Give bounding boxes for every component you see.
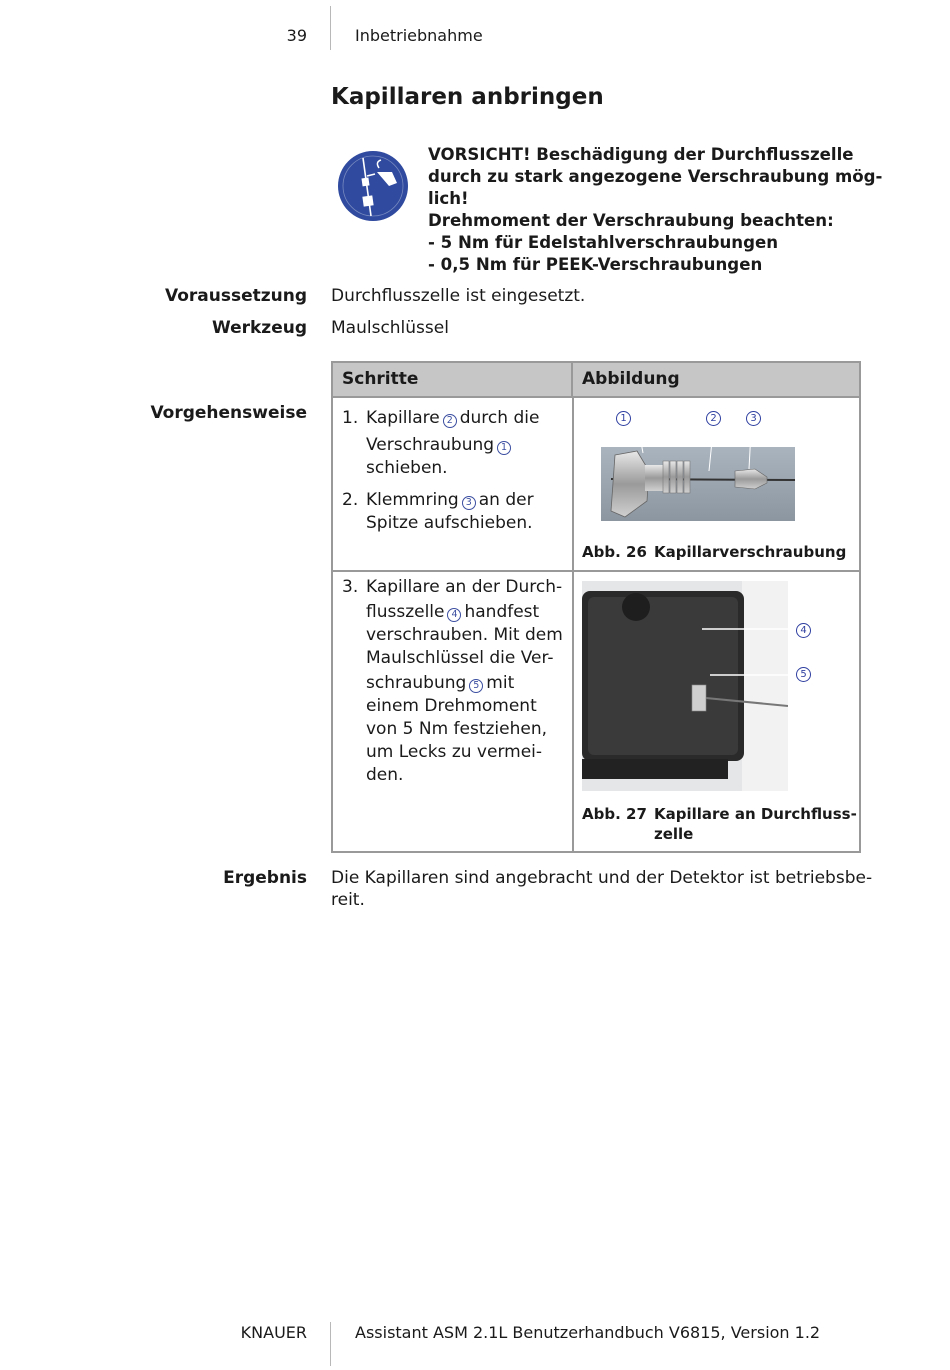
step-text bbox=[366, 407, 539, 480]
footer-divider bbox=[330, 1322, 331, 1366]
step-text-part: Verschraubung bbox=[366, 435, 495, 455]
section-title: Inbetriebnahme bbox=[355, 26, 483, 45]
column-divider bbox=[572, 398, 574, 853]
figure-caption: Kapillare an Durchfluss- bbox=[654, 805, 857, 823]
step-text-part: um Lecks zu vermei- bbox=[366, 742, 543, 762]
callout-1: 1 bbox=[616, 411, 631, 426]
step-text-part: von 5 Nm festziehen, bbox=[366, 719, 548, 739]
callout-4: 4 bbox=[796, 623, 811, 638]
step-text-part: verschrauben. Mit dem bbox=[366, 625, 563, 645]
step-text-part: einem Drehmoment bbox=[366, 696, 537, 716]
warning-line: durch zu stark angezogene Verschraubung mög- bbox=[428, 167, 883, 186]
callout-2: 2 bbox=[706, 411, 721, 426]
warning-text bbox=[428, 144, 883, 276]
ref-number: 3 bbox=[462, 496, 476, 510]
step-number: 1. bbox=[342, 408, 359, 428]
step-text-part: handfest bbox=[464, 602, 540, 622]
step-text bbox=[366, 489, 534, 535]
step-text-part: durch die bbox=[459, 408, 540, 428]
step-number: 2. bbox=[342, 490, 359, 510]
header-divider bbox=[330, 6, 331, 50]
procedure-label: Vorgehensweise bbox=[150, 403, 307, 423]
figure-caption: Kapillarverschraubung bbox=[654, 543, 847, 561]
ref-number: 4 bbox=[447, 608, 461, 622]
warning-line: - 5 Nm für Edelstahlverschraubungen bbox=[428, 233, 779, 252]
figure-caption: zelle bbox=[654, 825, 694, 843]
tool-label: Werkzeug bbox=[211, 318, 307, 338]
step-text-part: Spitze aufschieben. bbox=[366, 513, 533, 533]
ref-number: 2 bbox=[443, 414, 457, 428]
column-header-figure: Abbildung bbox=[573, 363, 859, 398]
steps-table bbox=[331, 361, 861, 853]
step-text-part: Maulschlüssel die Ver- bbox=[366, 648, 554, 668]
step-text-part: Kapillare bbox=[366, 408, 440, 428]
warning-line: - 0,5 Nm für PEEK-Verschraubungen bbox=[428, 255, 763, 274]
warning-line: VORSICHT! Beschädigung der Durchflusszelle bbox=[428, 145, 854, 164]
result-text: Die Kapillaren sind angebracht und der Detektor ist betriebsbe- bbox=[331, 868, 873, 888]
prerequisite-text: Durchflusszelle ist eingesetzt. bbox=[331, 286, 586, 306]
footer-brand: KNAUER bbox=[240, 1323, 307, 1342]
column-header-steps: Schritte bbox=[333, 363, 573, 398]
capillary-fitting-photo bbox=[601, 431, 795, 521]
page-number: 39 bbox=[286, 26, 307, 45]
step-number: 3. bbox=[342, 577, 359, 597]
step-text-part: mit bbox=[486, 673, 515, 693]
footer-document: Assistant ASM 2.1L Benutzerhandbuch V6815, Version 1.2 bbox=[355, 1323, 821, 1342]
step-text-part: Kapillare an der Durch- bbox=[366, 577, 563, 597]
callout-5: 5 bbox=[796, 667, 811, 682]
step-text-part: schieben. bbox=[366, 458, 448, 478]
step-text-part: an der bbox=[478, 490, 534, 510]
prerequisite-label: Voraussetzung bbox=[164, 286, 307, 306]
figure-number: Abb. 27 bbox=[582, 805, 647, 823]
ref-number: 1 bbox=[497, 441, 511, 455]
figure-number: Abb. 26 bbox=[582, 543, 647, 561]
ref-number: 5 bbox=[469, 679, 483, 693]
result-text: reit. bbox=[331, 890, 365, 910]
row-divider bbox=[333, 570, 859, 572]
callout-3: 3 bbox=[746, 411, 761, 426]
step-text-part: Klemmring bbox=[366, 490, 459, 510]
warning-line: Drehmoment der Verschraubung beachten: bbox=[428, 211, 834, 230]
torque-wrench-mandatory-icon bbox=[337, 150, 409, 222]
step-text-part: flusszelle bbox=[366, 602, 445, 622]
tool-text: Maulschlüssel bbox=[331, 318, 449, 338]
step-text bbox=[366, 576, 563, 787]
page-title: Kapillaren anbringen bbox=[331, 84, 604, 110]
warning-line: lich! bbox=[428, 189, 469, 208]
flow-cell-photo bbox=[582, 581, 788, 791]
step-text-part: den. bbox=[366, 765, 404, 785]
step-text-part: schraubung bbox=[366, 673, 467, 693]
result-label: Ergebnis bbox=[223, 868, 307, 888]
